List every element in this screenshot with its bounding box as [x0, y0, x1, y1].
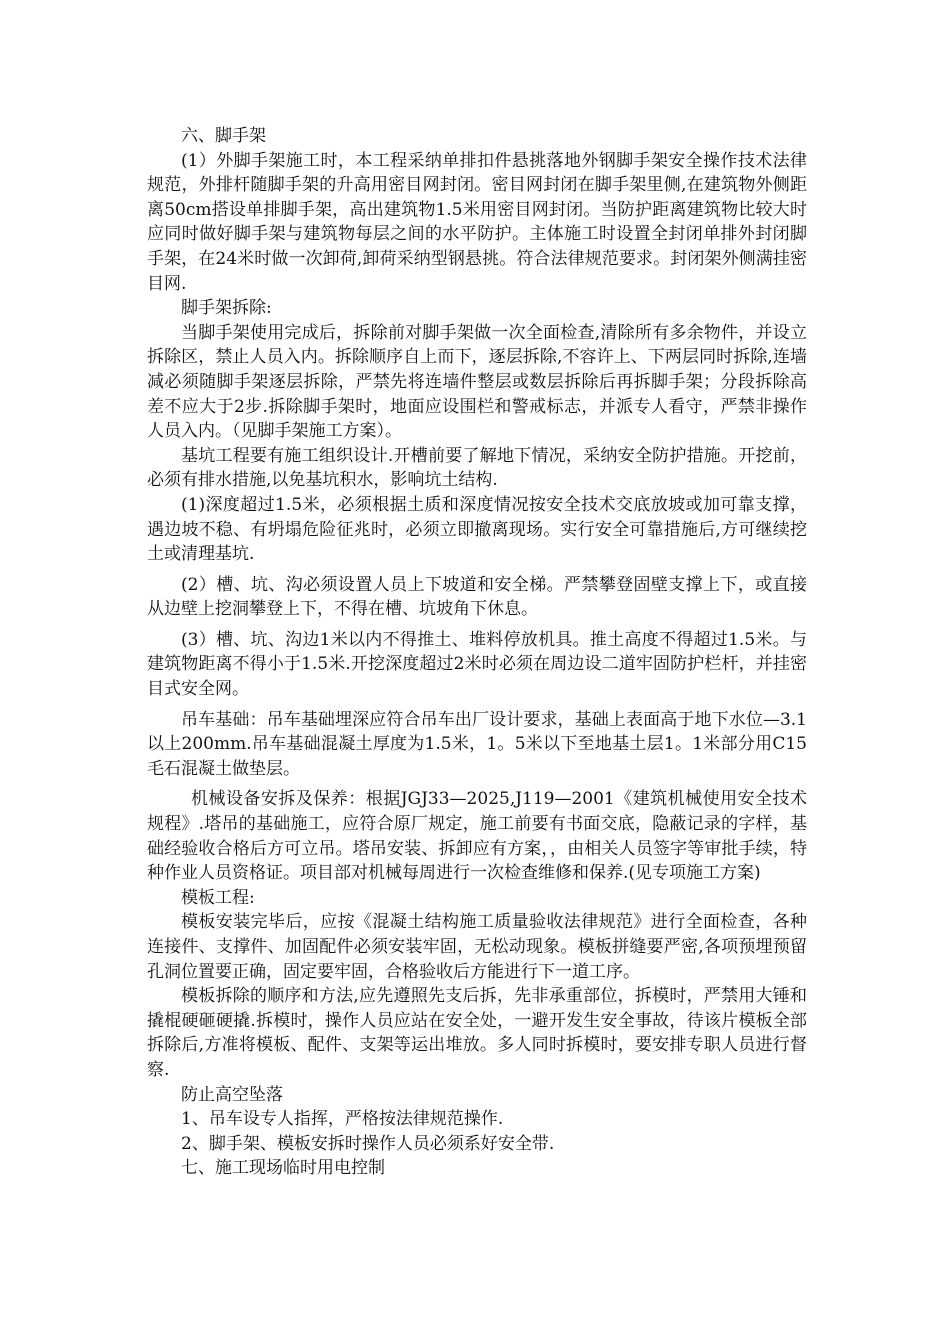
subheading-scaffold-removal: 脚手架拆除:: [181, 298, 272, 319]
paragraph-external-scaffold: (1）外脚手架施工时，本工程采纳单排扣件悬挑落地外钢脚手架安全操作技术法律规范，外排杆随脚手架的升高用密目网封闭。密目网封闭在脚手架里侧,在建筑物外侧距离50cm搭设单排脚手架，高出建筑物1.5米用密目网封闭。当防护距离建筑物比较大时应同时做好脚手架与建筑物每层之间的水平防护。主体施工时设置全封闭单排外封闭脚手架，在24米时做一次卸荷,卸荷采纳型钢悬挑。符合法律规范要求。封闭架外侧满挂密目网.: [147, 150, 807, 294]
list-item-crane-command: 1、吊车设专人指挥，严格按法律规范操作.: [181, 1109, 504, 1130]
subheading-formwork: 模板工程:: [181, 887, 255, 908]
paragraph-crane-foundation: 吊车基础：吊车基础埋深应符合吊车出厂设计要求，基础上表面高于地下水位—3.1以上200mm.吊车基础混凝土厚度为1.5米，1。5米以下至地基土层1。1米部分用C15毛石混凝土做垫层。: [147, 709, 807, 779]
paragraph-formwork-removal: 模板拆除的顺序和方法,应先遵照先支后拆，先非承重部位，拆模时，严禁用大锤和撬棍硬砸硬撬.拆模时，操作人员应站在安全处，一避开发生安全事故，待该片模板全部拆除后,方准将模板、配件、支架等运出堆放。多人同时拆模时，要安排专职人员进行督察.: [147, 986, 807, 1080]
paragraph-scaffold-removal: 当脚手架使用完成后，拆除前对脚手架做一次全面检查,清除所有多余物件，并设立拆除区，禁止人员入内。拆除顺序自上而下，逐层拆除,不容许上、下两层同时拆除,连墙减必须随脚手架逐层拆除，严禁先将连墙件整层或数层拆除后再拆脚手架；分段拆除高差不应大于2步.拆除脚手架时，地面应设围栏和警戒标志，并派专人看守，严禁非操作人员入内。（见脚手架施工方案）。: [147, 322, 807, 442]
paragraph-pit-item-2: (2）槽、坑、沟必须设置人员上下坡道和安全梯。严禁攀登固壁支撑上下，或直接从边壁上挖洞攀登上下，不得在槽、坑坡角下休息。: [147, 574, 807, 620]
section-heading-scaffold: 六、脚手架: [181, 126, 266, 146]
paragraph-pit-item-3: (3）槽、坑、沟边1米以内不得推土、堆料停放机具。推土高度不得超过1.5米。与建筑物距离不得小于1.5米.开挖深度超过2米时必须在周边设二道牢固防护栏杆，并挂密目式安全网。: [147, 629, 807, 700]
section-heading-electricity: 七、施工现场临时用电控制: [181, 1158, 385, 1179]
paragraph-formwork-install: 模板安装完毕后，应按《混凝土结构施工质量验收法律规范》进行全面检查，各种连接件、支撑件、加固配件必须安装牢固，无松动现象。模板拼缝要严密,各项预埋预留孔洞位置要正确，固定要牢固，合格验收后方能进行下一道工序。: [147, 912, 807, 982]
subheading-fall-prevention: 防止高空坠落: [181, 1084, 283, 1105]
paragraph-machinery: 机械设备安拆及保养：根据JGJ33—2025,J119—2001《建筑机械使用安全技术规程》.塔吊的基础施工，应符合原厂规定，施工前要有书面交底，隐蔽记录的字样，基础经验收合格后方可立吊。塔吊安装、拆卸应有方案，，由相关人员签字等审批手续，特种作业人员资格证。项目部对机械每周进行一次检查维修和保养.(见专项施工方案): [147, 789, 807, 884]
list-item-safety-belt: 2、脚手架、模板安拆时操作人员必须系好安全带.: [181, 1133, 555, 1154]
paragraph-foundation-pit: 基坑工程要有施工组织设计.开槽前要了解地下情况，采纳安全防护措施。开挖前，必须有排水措施,以免基坑积水，影响坑土结构.: [147, 445, 807, 491]
document-body: [147, 124, 807, 1181]
paragraph-pit-item-1: (1)深度超过1.5米，必须根据土质和深度情况按安全技术交底放坡或加可靠支撑，遇边坡不稳、有坍塌危险征兆时，必须立即撤离现场。实行安全可靠措施后,方可继续挖土或清理基坑.: [147, 494, 807, 565]
